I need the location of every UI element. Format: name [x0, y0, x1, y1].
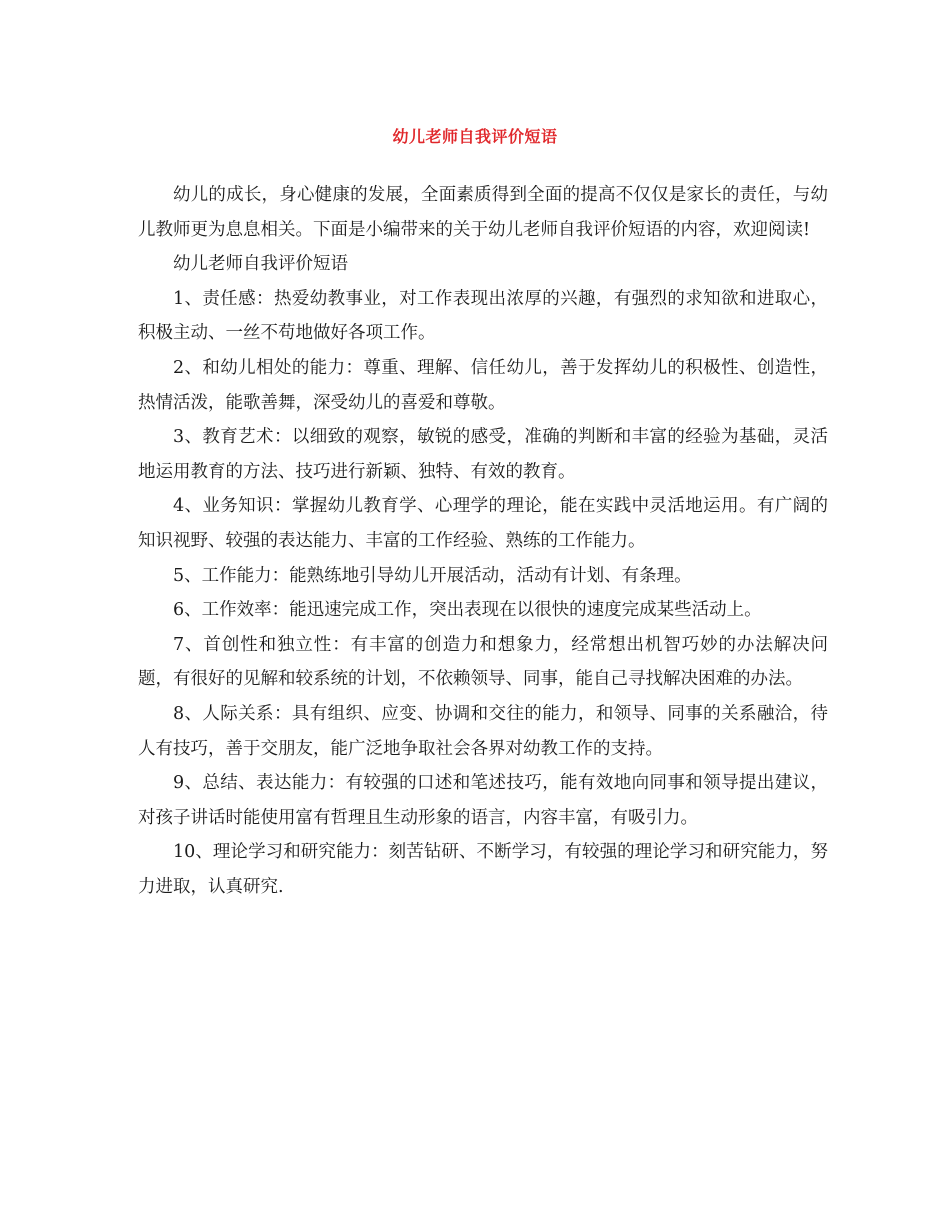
- list-item-9: 9、总结、表达能力：有较强的口述和笔述技巧，能有效地向同事和领导提出建议，对孩子讲话时能使用富有哲理且生动形象的语言，内容丰富，有吸引力。: [138, 773, 828, 828]
- list-item-4: 4、业务知识：掌握幼儿教育学、心理学的理论，能在实践中灵活地运用。有广阔的知识视野、较强的表达能力、丰富的工作经验、熟练的工作能力。: [138, 496, 828, 551]
- list-item-1: 1、责任感：热爱幼教事业，对工作表现出浓厚的兴趣，有强烈的求知欲和进取心，积极主动、一丝不苟地做好各项工作。: [138, 288, 828, 344]
- list-item-5: 5、工作能力：能熟练地引导幼儿开展活动，活动有计划、有条理。: [173, 565, 692, 586]
- list-item-2: 2、和幼儿相处的能力：尊重、理解、信任幼儿，善于发挥幼儿的积极性、创造性，热情活泼，能歌善舞，深受幼儿的喜爱和尊敬。: [138, 357, 828, 413]
- intro-paragraph: 幼儿的成长，身心健康的发展，全面素质得到全面的提高不仅仅是家长的责任，与幼儿教师更为息息相关。下面是小编带来的关于幼儿老师自我评价短语的内容，欢迎阅读!: [138, 185, 828, 240]
- list-item-7: 7、首创性和独立性：有丰富的创造力和想象力，经常想出机智巧妙的办法解决问题，有很好的见解和较系统的计划，不依赖领导、同事，能自己寻找解决困难的办法。: [138, 634, 828, 690]
- list-item-3: 3、教育艺术：以细致的观察，敏锐的感受，准确的判断和丰富的经验为基础，灵活地运用教育的方法、技巧进行新颖、独特、有效的教育。: [138, 427, 828, 482]
- document-body: [138, 178, 828, 904]
- list-item-8: 8、人际关系：具有组织、应变、协调和交往的能力，和领导、同事的关系融洽，待人有技巧，善于交朋友，能广泛地争取社会各界对幼教工作的支持。: [138, 703, 828, 759]
- list-item-6: 6、工作效率：能迅速完成工作，突出表现在以很快的速度完成某些活动上。: [173, 600, 762, 621]
- section-heading: 幼儿老师自我评价短语: [173, 254, 348, 275]
- list-item-10: 10、理论学习和研究能力：刻苦钻研、不断学习，有较强的理论学习和研究能力，努力进取，认真研究.: [138, 842, 828, 897]
- document-title: 幼儿老师自我评价短语: [392, 127, 558, 146]
